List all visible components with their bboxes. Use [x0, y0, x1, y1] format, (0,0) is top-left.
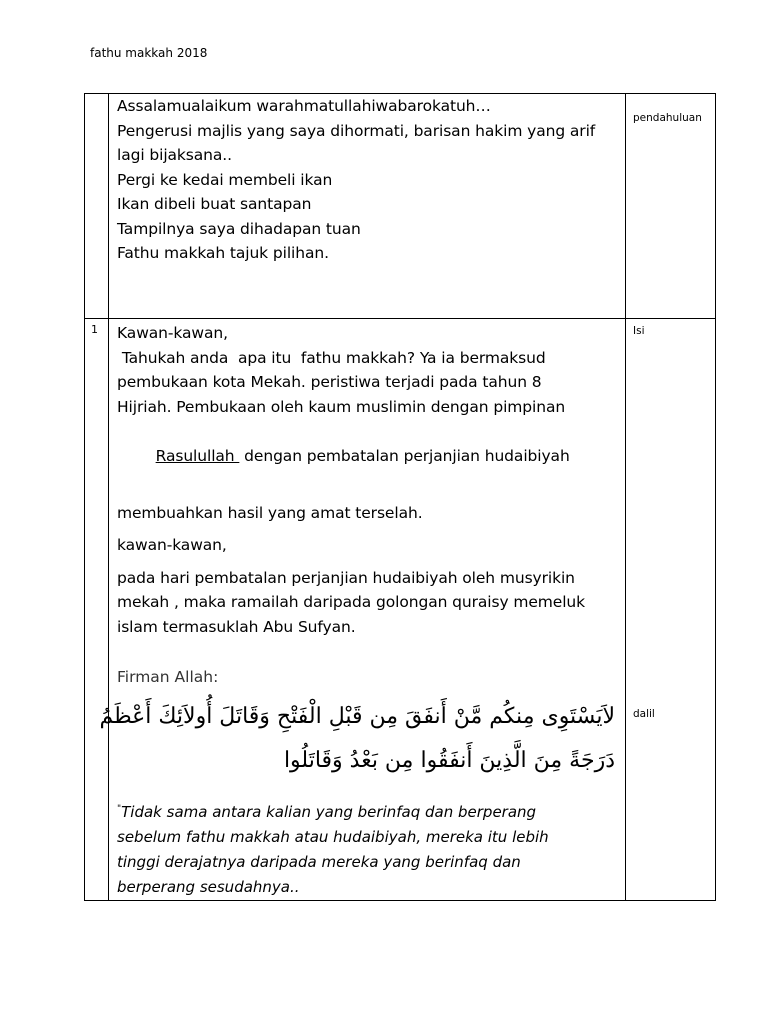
opening-text [109, 94, 626, 319]
table-row [85, 94, 716, 319]
text-line: islam termasuklah Abu Sufyan. [117, 617, 356, 636]
text-line: pembukaan kota Mekah. peristiwa terjadi pada tahun 8 [117, 373, 542, 391]
text-line: Pergi ke kedai membeli ikan [117, 170, 333, 189]
quote-mark: " [117, 804, 122, 814]
text-line: membuahkan hasil yang amat terselah. [117, 503, 423, 522]
content-text [99, 319, 626, 901]
text-line: Hijriah. Pembukaan oleh kaum muslimin dengan pimpinan [117, 397, 566, 416]
translation-line: sebelum fathu makkah atau hudaibiyah, mereka itu lebih [117, 828, 549, 846]
section-label-isi: Isi [633, 325, 645, 337]
translation-line: berperang sesudahnya.. [117, 878, 300, 896]
arabic-verse-line: دَرَجَةً مِنَ الَّذِينَ أَنفَقُوا مِن بَعْدُ وَقَاتَلُوا [283, 748, 615, 773]
text-line: Fathu makkah tajuk pilihan. [117, 244, 329, 262]
section-label-dalil: dalil [633, 708, 655, 720]
translation-line: "Tidak sama antara kalian yang berinfaq dan berperang [117, 803, 537, 821]
text-line: lagi bijaksana.. [117, 146, 232, 164]
section-label-cell [626, 319, 716, 901]
row-number [85, 94, 109, 319]
section-label-pendahuluan: pendahuluan [633, 112, 702, 124]
firman-label: Firman Allah: [117, 668, 219, 686]
text-line: Ikan dibeli buat santapan [117, 195, 312, 213]
text-line: Tampilnya saya dihadapan tuan [117, 219, 361, 238]
underlined-word: Rasulullah [155, 446, 240, 465]
text-line [117, 419, 621, 493]
line-rest: dengan pembatalan perjanjian hudaibiyah [239, 446, 570, 465]
speech-table [84, 93, 716, 901]
text-line: kawan-kawan, [117, 536, 227, 554]
document-header: fathu makkah 2018 [90, 46, 208, 60]
arabic-verse-line: لاَيَسْتَوِى مِنكُم مَّنْ أَنفَقَ مِن قَبْلِ الْفَتْحِ وَقَاتَلَ أُولاَئِكَ أَعْظَمُ [99, 704, 615, 729]
text-line: Kawan-kawan, [117, 324, 228, 342]
row-number: 1 [85, 319, 109, 901]
table-row [85, 319, 716, 901]
text-line: Tahukah anda apa itu fathu makkah? Ya ia bermaksud [117, 348, 546, 367]
text-line: mekah , maka ramailah daripada golongan quraisy memeluk [117, 593, 586, 611]
section-label-cell [626, 94, 716, 319]
text-line: pada hari pembatalan perjanjian hudaibiyah oleh musyrikin [117, 568, 575, 587]
text-line: Pengerusi majlis yang saya dihormati, barisan hakim yang arif [117, 121, 596, 140]
text-line: Assalamualaikum warahmatullahiwabarokatuh… [117, 97, 491, 115]
translation-line: tinggi derajatnya daripada mereka yang berinfaq dan [117, 853, 521, 871]
